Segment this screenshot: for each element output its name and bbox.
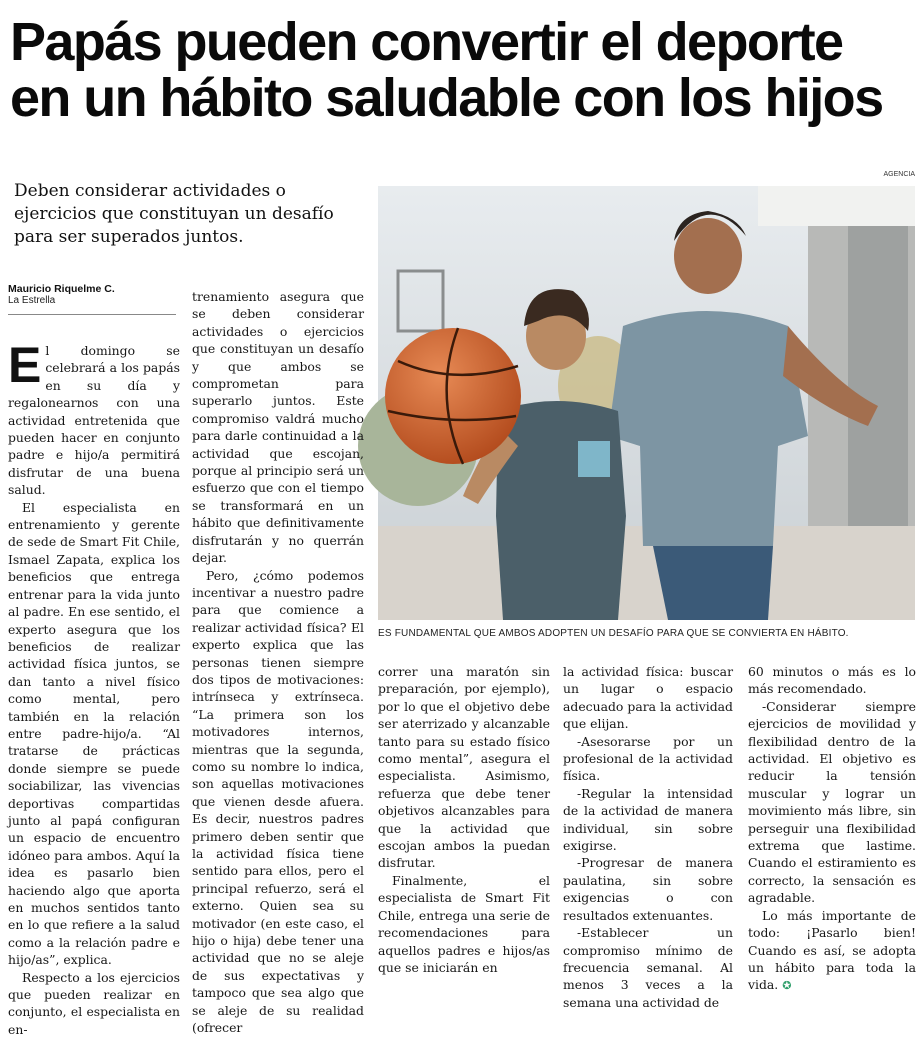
photo-caption: ES FUNDAMENTAL QUE AMBOS ADOPTEN UN DESAFÍO PARA QUE SE CONVIERTA EN HÁBITO. (378, 628, 849, 639)
drop-cap: E (8, 337, 42, 393)
paragraph: Finalmente, el especialista de Smart Fit Chile, entrega una serie de recomendaciones para aquellos padres e hijos/as que se iniciarán en (378, 872, 550, 975)
paragraph: El especialista en entrenamiento y gerente de sede de Smart Fit Chile, Ismael Zapata, explica los beneficios que entrega entrenar para la vida junto al padre. En ese sentido, el experto asegura que los beneficios de realizar actividad física juntos, se dan tanto a nivel físico como mental, pero también en la relación entre padre-hijo/a. “Al tratarse de prácticas donde siempre se puede sociabilizar, las vivencias deportivas compartidas junto al papá configuran un espacio de encuentro idóneo para ambos. Aquí la idea es pasarlo bien haciendo algo que aporta en muchos sentidos tanto en lo que refiere a la salud como a la relación padre e hijo/as”, explica. (8, 499, 180, 968)
headline-line-2: en un hábito saludable con los hijos (10, 68, 883, 128)
byline (8, 283, 176, 315)
headline-line-1: Papás pueden convertir el deporte (10, 12, 843, 72)
paragraph: trenamiento asegura que se deben considerar actividades o ejercicios que constituyan un desafío y que ambos se comprometan para superarlo juntos. Este compromiso valdrá mucho para darle continuidad a la actividad que escojan, porque al principio será un esfuerzo que con el tiempo se transformará en un hábito que definitivamente disfrutarán y no querrán dejar. (192, 289, 364, 566)
article-column-1 (8, 337, 180, 1037)
article-column-5 (748, 663, 916, 993)
paragraph (8, 337, 180, 499)
article-column-4 (563, 663, 733, 1010)
paragraph: la actividad física: buscar un lugar o espacio adecuado para la actividad que elijan. (563, 664, 733, 732)
paragraph: Pero, ¿cómo podemos incentivar a nuestro padre para que comience a realizar actividad física? El experto explica que las personas tienen siempre dos tipos de motivaciones: intrínseca y extrínseca. “La primera son los motivadores internos, mientras que la segunda, como su nombre lo indica, son aquellas motivaciones que vienen desde afuera. Es decir, nuestros padres primero deben sentir que la actividad física tiene sentido para ellos, pero el principal refuerzo, será el externo. Quien sea su motivador (en este caso, el hijo o hija) debe tener una actividad que no se aleje de sus expectativas y tampoco que sea algo que se aleje de su realidad (ofrecer (192, 567, 364, 1036)
paragraph-text: l domingo se celebrará a los papás en su día y regalonearnos con una actividad entretenida que pueden hacer en conjunto padre e hijo/a permitirá disfrutar de una buena salud. (8, 343, 180, 498)
article-column-2 (192, 288, 364, 1036)
byline-divider (8, 314, 176, 315)
article-column-3 (378, 663, 550, 975)
paragraph: -Considerar siempre ejercicios de movilidad y flexibilidad dentro de la actividad. El objetivo es reducir la tensión muscular y lograr un movimiento más libre, sin perseguir una flexibilidad extrema que lastime. Cuando el estiramiento es correcto, la sensación es agradable. (748, 698, 916, 906)
paragraph: -Progresar de manera paulatina, sin sobre exigencias o con resultados extenuantes. (563, 855, 733, 923)
paragraph: correr una maratón sin preparación, por ejemplo), por lo que el objetivo debe ser aterrizado y alcanzable tanto para su estado físico como mental”, asegura el especialista. Asimismo, refuerza que debe tener objetivos alcanzables para que la actividad que escojan ambos la puedan disfrutar. (378, 664, 550, 871)
byline-author: Mauricio Riquelme C. (8, 283, 115, 295)
paragraph: -Regular la intensidad de la actividad de manera individual, sin sobre exigirse. (563, 785, 733, 854)
headline (10, 14, 915, 126)
paragraph: 60 minutos o más es lo más recomendado. (748, 664, 916, 697)
paragraph (748, 907, 916, 995)
paragraph: -Asesorarse por un profesional de la actividad física. (563, 733, 733, 784)
byline-outlet: La Estrella (8, 295, 56, 306)
end-mark-icon: ✪ (782, 979, 792, 993)
father-son-basketball-photo-icon (378, 186, 915, 620)
article-photo (378, 186, 915, 620)
paragraph: Respecto a los ejercicios que pueden realizar en conjunto, el especialista en en- (8, 969, 180, 1037)
deck-subtitle: Deben considerar actividades o ejercicios que constituyan un desafío para ser superados juntos. (14, 181, 334, 247)
paragraph-text: Lo más importante de todo: ¡Pasarlo bien! Cuando es así, se adopta un hábito para toda la vida. (748, 907, 916, 993)
photo-credit: AGENCIA (883, 171, 915, 178)
paragraph: -Establecer un compromiso mínimo de frecuencia semanal. Al menos 3 veces a la semana una actividad de (563, 925, 733, 1010)
